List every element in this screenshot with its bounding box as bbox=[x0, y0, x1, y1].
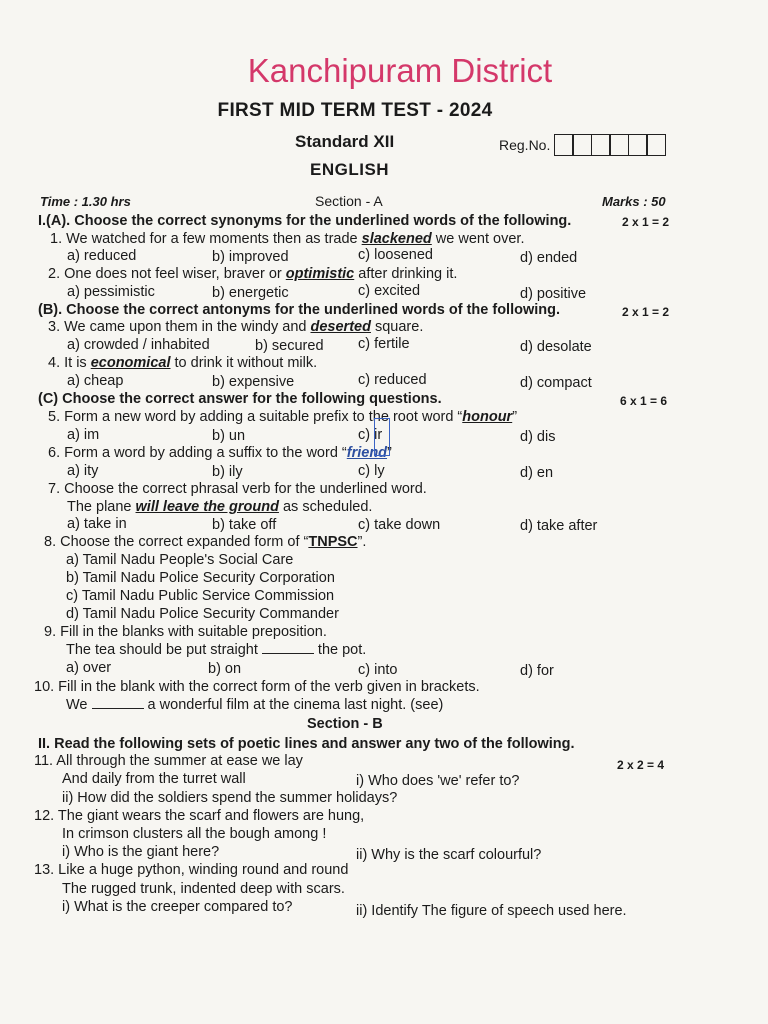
underlined-word: slackened bbox=[361, 231, 432, 247]
section-b-title: Section - B bbox=[307, 716, 383, 732]
reg-box bbox=[572, 134, 592, 156]
part-c-heading: (C) Choose the correct answer for the following questions. bbox=[38, 391, 442, 407]
option: a) crowded / inhabited bbox=[67, 337, 210, 353]
option: b) Tamil Nadu Police Security Corporation bbox=[66, 570, 335, 586]
underlined-word: will leave the ground bbox=[135, 499, 279, 515]
question-13-line-2: The rugged trunk, indented deep with scars. bbox=[62, 881, 345, 897]
underlined-word: TNPSC bbox=[308, 534, 358, 550]
option: c) ly bbox=[358, 463, 385, 479]
option: a) take in bbox=[67, 516, 127, 532]
question-9: 9. Fill in the blanks with suitable preposition. bbox=[44, 624, 327, 640]
reg-no-boxes bbox=[555, 134, 666, 156]
question-8: 8. Choose the correct expanded form of “TNPSC”. bbox=[44, 534, 367, 550]
option: b) expensive bbox=[212, 374, 295, 390]
option: c) take down bbox=[358, 517, 441, 533]
option: a) im bbox=[67, 427, 100, 443]
option: d) compact bbox=[520, 375, 592, 391]
question-13-part-ii: ii) Identify The figure of speech used here. bbox=[356, 903, 627, 919]
question-11-line-1: 11. All through the summer at ease we lay bbox=[34, 753, 303, 769]
underlined-word: deserted bbox=[310, 319, 371, 335]
answer-blank bbox=[92, 708, 144, 709]
question-13-line-1: 13. Like a huge python, winding round and round bbox=[34, 862, 349, 878]
option: c) loosened bbox=[358, 247, 433, 263]
underlined-word: optimistic bbox=[285, 266, 355, 282]
option: d) for bbox=[520, 663, 554, 679]
part-c-marks: 6 x 1 = 6 bbox=[620, 394, 668, 408]
option: a) pessimistic bbox=[67, 284, 155, 300]
underlined-word: economical bbox=[90, 355, 171, 371]
marks-label: Marks : 50 bbox=[602, 194, 666, 209]
section-b-heading: II. Read the following sets of poetic lines and answer any two of the following. bbox=[38, 736, 575, 752]
option: b) secured bbox=[255, 338, 324, 354]
option: a) cheap bbox=[67, 373, 124, 389]
section-a-title: Section - A bbox=[315, 193, 383, 209]
option: c) into bbox=[358, 662, 398, 678]
option: b) energetic bbox=[212, 285, 289, 301]
option: d) Tamil Nadu Police Security Commander bbox=[66, 606, 339, 622]
question-12-line-2: In crimson clusters all the bough among ! bbox=[62, 826, 327, 842]
option: d) en bbox=[520, 465, 554, 481]
option: d) take after bbox=[520, 518, 598, 534]
time-label: Time : 1.30 hrs bbox=[40, 194, 131, 209]
question-10-sentence: We a wonderful film at the cinema last night. (see) bbox=[66, 697, 444, 713]
subject-label: ENGLISH bbox=[310, 160, 390, 179]
question-11-part-ii: ii) How did the soldiers spend the summer holidays? bbox=[62, 790, 398, 806]
question-7: 7. Choose the correct phrasal verb for the underlined word. bbox=[48, 481, 427, 497]
question-13-part-i: i) What is the creeper compared to? bbox=[62, 899, 293, 915]
question-5: 5. Form a new word by adding a suitable prefix to the root word “honour” bbox=[48, 409, 518, 425]
answer-blank bbox=[262, 653, 314, 654]
question-9-sentence: The tea should be put straight the pot. bbox=[66, 642, 367, 658]
reg-box bbox=[628, 134, 648, 156]
ink-selection-box bbox=[374, 418, 390, 456]
option: d) positive bbox=[520, 286, 587, 302]
district-title: Kanchipuram District bbox=[247, 52, 553, 89]
option: b) take off bbox=[212, 517, 277, 533]
question-1: 1. We watched for a few moments then as trade slackened we went over. bbox=[50, 231, 525, 247]
option: d) ended bbox=[520, 250, 578, 266]
question-7-sentence: The plane will leave the ground as scheduled. bbox=[67, 499, 373, 515]
reg-box bbox=[609, 134, 629, 156]
option: b) on bbox=[208, 661, 242, 677]
part-a-heading: I.(A). Choose the correct synonyms for the underlined words of the following. bbox=[38, 213, 572, 229]
reg-box bbox=[554, 134, 574, 156]
question-11-line-2: And daily from the turret wall bbox=[62, 771, 246, 787]
option: b) ily bbox=[212, 464, 243, 480]
option: a) ity bbox=[67, 463, 99, 479]
option: b) un bbox=[212, 428, 246, 444]
question-3: 3. We came upon them in the windy and deserted square. bbox=[48, 319, 424, 335]
reg-box bbox=[591, 134, 611, 156]
reg-no-label: Reg.No. bbox=[499, 137, 551, 153]
option: c) fertile bbox=[358, 336, 410, 352]
option: d) dis bbox=[520, 429, 556, 445]
option: c) Tamil Nadu Public Service Commission bbox=[66, 588, 335, 604]
reg-box bbox=[646, 134, 666, 156]
question-6: 6. Form a word by adding a suffix to the word “friend” bbox=[48, 445, 392, 461]
question-4: 4. It is economical to drink it without milk. bbox=[48, 355, 318, 371]
question-11-part-i: i) Who does 'we' refer to? bbox=[356, 773, 520, 789]
part-b-marks: 2 x 1 = 2 bbox=[622, 305, 670, 319]
option: c) reduced bbox=[358, 372, 427, 388]
underlined-word: friend bbox=[346, 445, 388, 461]
question-12-part-ii: ii) Why is the scarf colourful? bbox=[356, 847, 542, 863]
standard-label: Standard XII bbox=[295, 132, 395, 151]
option: b) improved bbox=[212, 249, 289, 265]
option: c) ir bbox=[358, 427, 383, 443]
question-12-line-1: 12. The giant wears the scarf and flowers are hung, bbox=[34, 808, 365, 824]
section-b-marks: 2 x 2 = 4 bbox=[617, 758, 665, 772]
part-b-heading: (B). Choose the correct antonyms for the underlined words of the following. bbox=[38, 302, 561, 318]
question-2: 2. One does not feel wiser, braver or optimistic after drinking it. bbox=[48, 266, 458, 282]
option: a) over bbox=[66, 660, 112, 676]
part-a-marks: 2 x 1 = 2 bbox=[622, 215, 670, 229]
option: a) Tamil Nadu People's Social Care bbox=[66, 552, 294, 568]
option: a) reduced bbox=[67, 248, 137, 264]
option: c) excited bbox=[358, 283, 421, 299]
test-title: FIRST MID TERM TEST - 2024 bbox=[217, 100, 493, 121]
question-10: 10. Fill in the blank with the correct form of the verb given in brackets. bbox=[34, 679, 480, 695]
underlined-word: honour bbox=[462, 409, 513, 425]
question-12-part-i: i) Who is the giant here? bbox=[62, 844, 220, 860]
option: d) desolate bbox=[520, 339, 592, 355]
